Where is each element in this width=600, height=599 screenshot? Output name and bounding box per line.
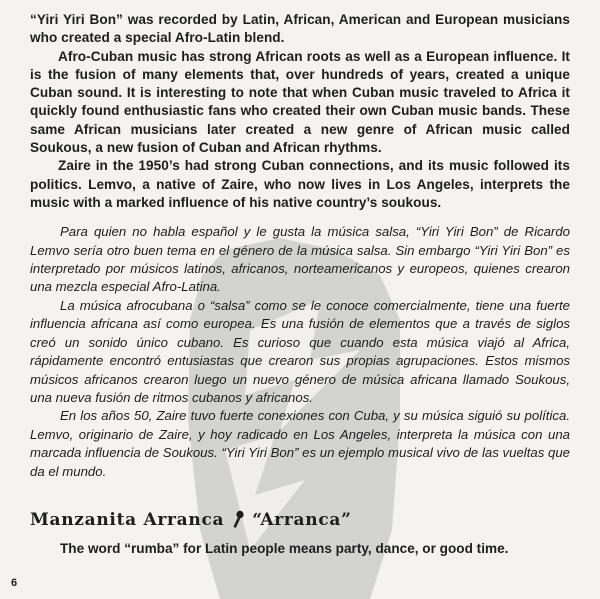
spanish-section — [30, 223, 570, 481]
english-paragraph-2: Afro-Cuban music has strong African roots as well as a European influence. It is the fusion of many elements that, over hundreds of years, created a unique Cuban sound. It is interesting to note that when Cuban music traveled to Africa it quickly found enthusiastic fans who created their own Cuban music bands. These same African musicians later created a new genre of African music called Soukous, a new fusion of Cuban and African rhythms. — [30, 48, 570, 156]
english-paragraph-3: Zaire in the 1950’s had strong Cuban connections, and its music followed its politics. Lemvo, a native of Zaire, who now lives in Los Angeles, interprets the music with a marked influence of his native country’s soukous. — [30, 158, 570, 210]
spanish-paragraph-3: En los años 50, Zaire tuvo fuerte conexiones con Cuba, y su música siguió su política. Lemvo, originario de Zaire, y hoy radicado en Los Angeles, interpreta la música con una marcada influencia de Soukous. “Yiri Yiri Bon” es un ejemplo musical vivo de las vueltas que da el mundo. — [30, 408, 570, 479]
section-body: The word “rumba” for Latin people means party, dance, or good time. — [60, 541, 509, 556]
microphone-icon — [231, 510, 245, 530]
text-column — [30, 11, 570, 481]
section-heading — [30, 510, 352, 530]
spanish-paragraph-1: Para quien no habla español y le gusta la música salsa, “Yiri Yiri Bon” de Ricardo Lemvo sería otro buen tema en el género de la música salsa. Sin embargo “Yiri Yiri Bon” es interpretado por músicos latinos, africanos, norteamericanos y europeos, quienes crearon una mezcla especial Afro-Latina. — [30, 224, 570, 295]
section-title-left: Manzanita Arranca — [30, 510, 225, 530]
english-paragraph-1: “Yiri Yiri Bon” was recorded by Latin, African, American and European musicians who created a special Afro-Latin blend. — [30, 12, 570, 46]
section-title-right: “Arranca” — [252, 510, 352, 530]
spanish-paragraph-2: La música afrocubana o “salsa” como se le conoce comercialmente, tiene una fuerte influencia africana así como europea. Es una fusión de elementos que a través de siglos creó un sonido único cubano. Es curioso que cuando esta música viajó al Africa, rápidamente encontró entusiastas que crearon sus propias agrupaciones. Estos mismos músicos africanos crearon luego un nuevo género de música africana llamado Soukous, una nueva fusión de ritmos cubanos y africanos. — [30, 297, 570, 405]
page-number: 6 — [11, 577, 18, 589]
